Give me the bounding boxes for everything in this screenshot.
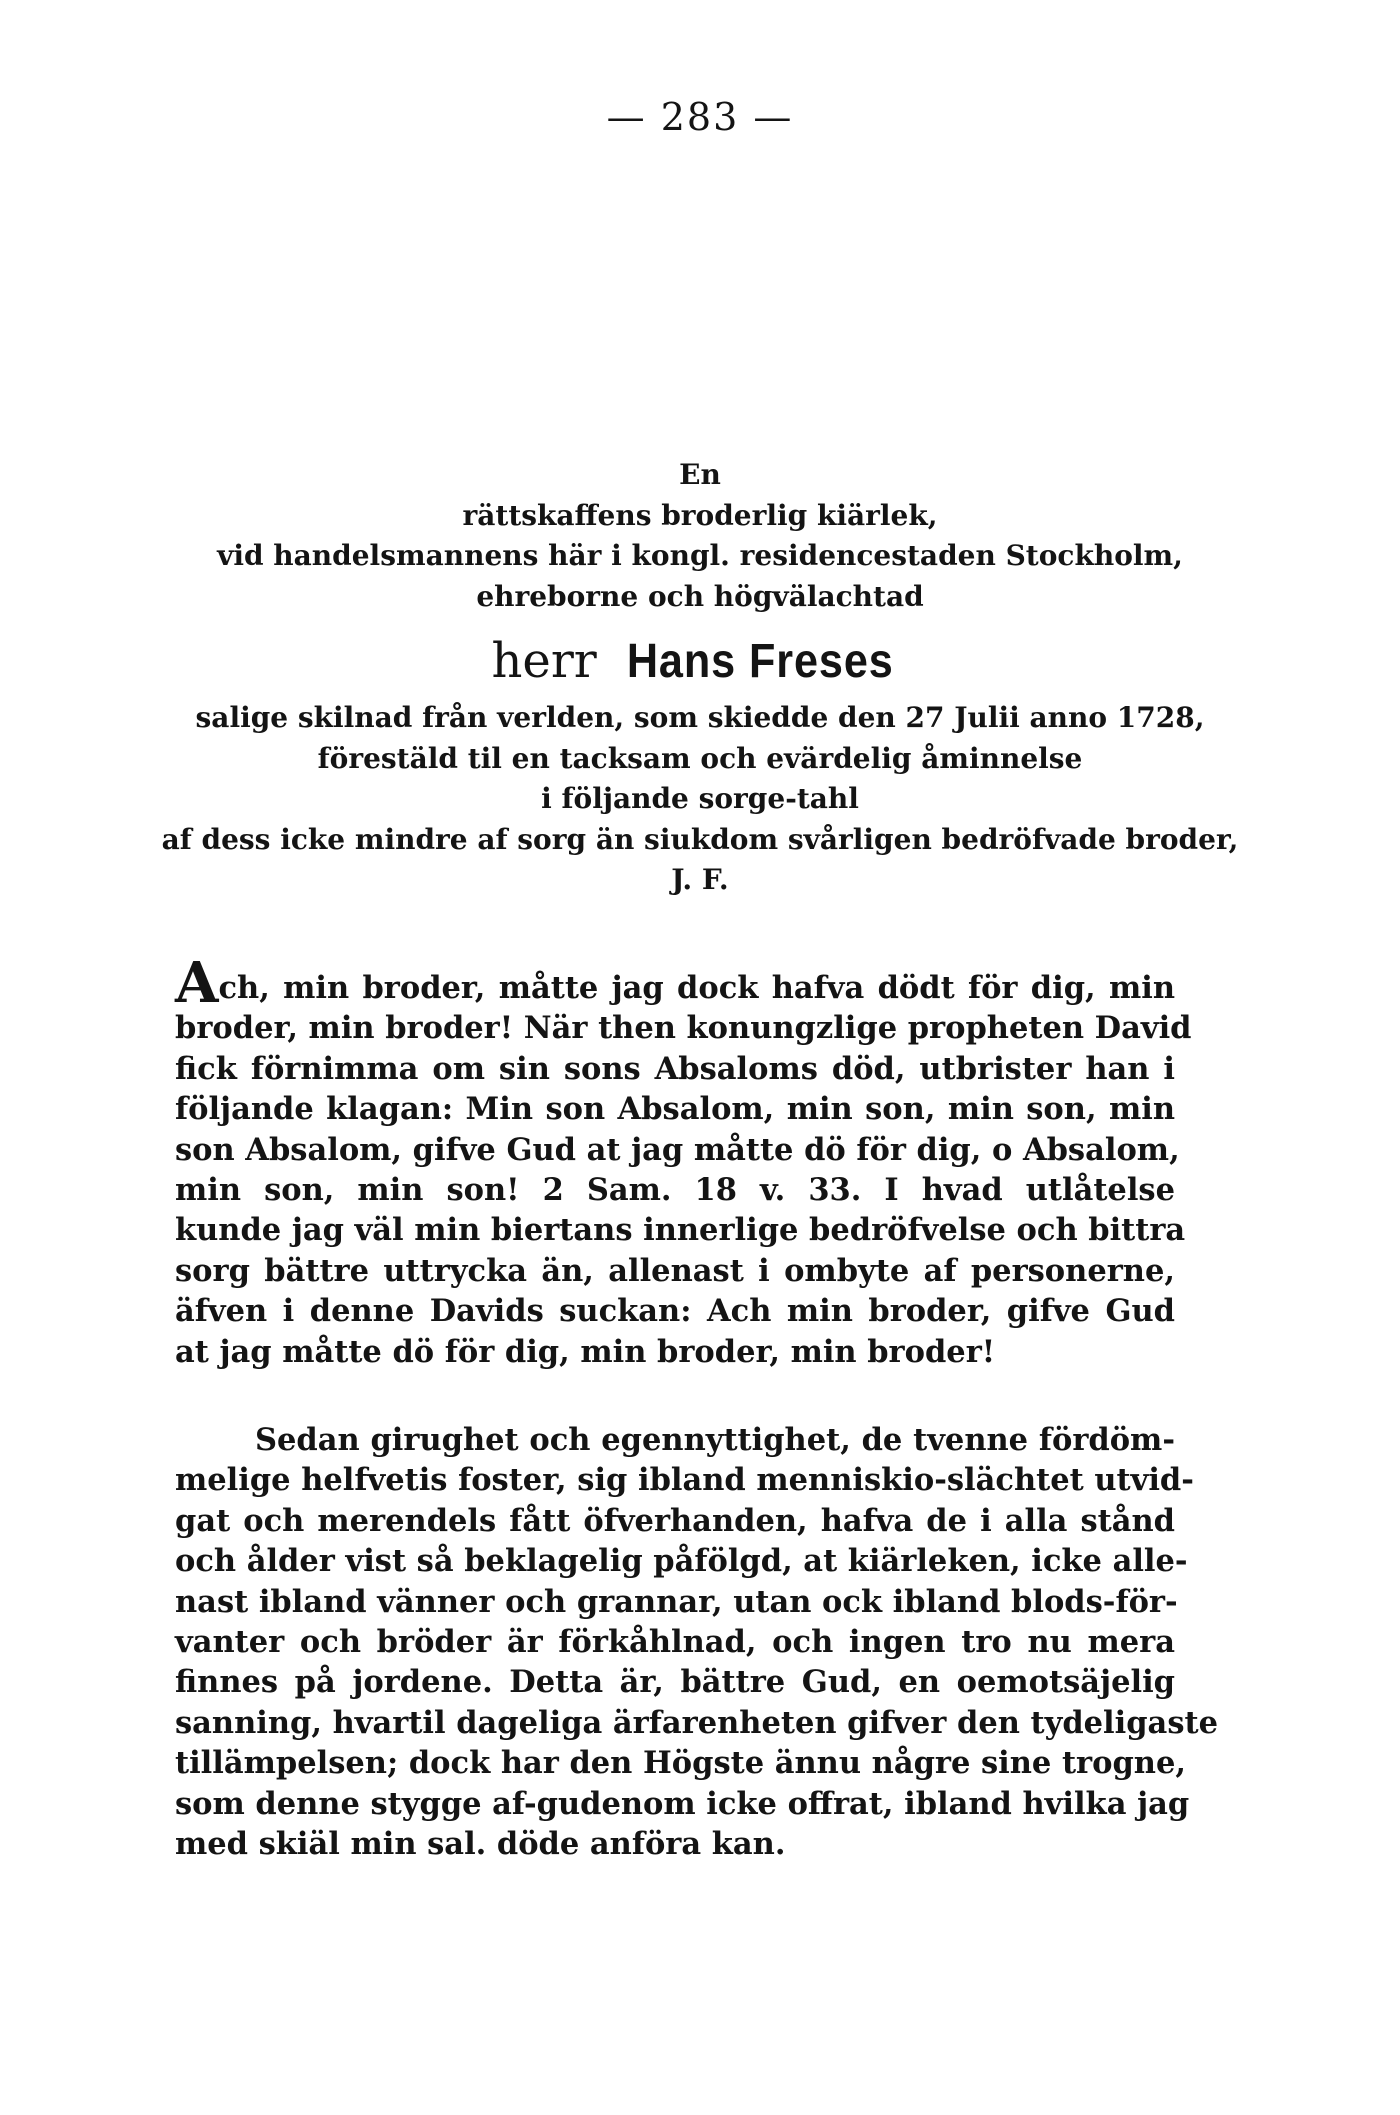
title-line-1: En (679, 458, 721, 491)
title-line-2: rättskaffens broderlig kiärlek, (462, 498, 938, 532)
paragraph-1-line: at jag måtte dö för dig, min broder, min broder! (175, 1333, 996, 1370)
paragraph-1-line: sorg bättre uttrycka än, allenast i ombyte af personerne, (175, 1252, 1175, 1289)
paragraph-2-line: nast ibland vänner och grannar, utan ock ibland blods-för- (175, 1583, 1178, 1620)
paragraph-1-line: broder, min broder! När then konungzlige propheten David (175, 1010, 1192, 1047)
paragraph-1 (175, 950, 1192, 1372)
drop-cap: A (175, 950, 219, 1016)
paragraph-1-line: äfven i denne Davids suckan: Ach min broder, gifve Gud (175, 1293, 1175, 1330)
title-block (150, 455, 1250, 900)
title-line-4: ehreborne och högvälachtad (476, 579, 924, 613)
title-line-8: af dess icke mindre af sorg än siukdom svårligen bedröfvade broder, (161, 822, 1239, 856)
title-line-3: vid handelsmannens här i kongl. residencestaden Stockholm, (217, 539, 1183, 572)
title-person-name: Hans Freses (626, 635, 894, 688)
paragraph-2-line: melige helfvetis foster, sig ibland menniskio-slächtet utvid- (175, 1462, 1194, 1499)
paragraph-2-line: sanning, hvartil dageliga ärfarenheten gifver den tydeligaste (175, 1704, 1218, 1741)
title-line-7: i följande sorge-tahl (541, 782, 859, 815)
title-herr: herr (491, 633, 597, 689)
paragraph-1-line: följande klagan: Min son Absalom, min son, min son, min (175, 1091, 1175, 1128)
paragraph-2-line: finnes på jordene. Detta är, bättre Gud, en oemotsäjelig (175, 1664, 1175, 1701)
paragraph-2-line: med skiäl min sal. döde anföra kan. (175, 1826, 786, 1863)
paragraph-2-line: vanter och bröder är förkåhlnad, och ingen tro nu mera (175, 1624, 1175, 1661)
title-name-line (150, 633, 1250, 690)
paragraph-1-line: kunde jag väl min biertans innerlige bedröfvelse och bittra (175, 1212, 1186, 1249)
title-line-6: förestäld til en tacksam och evärdelig åminnelse (317, 741, 1083, 775)
title-initials: J. F. (671, 863, 729, 896)
paragraph-2-line: som denne stygge af-gudenom icke offrat, ibland hvilka jag (175, 1785, 1190, 1822)
paragraph-2-line: och ålder vist så beklagelig påfölgd, at kiärleken, icke alle- (175, 1543, 1188, 1580)
paragraph-1-line (175, 950, 1175, 1016)
paragraph-1-line: son Absalom, gifve Gud at jag måtte dö för dig, o Absalom, (175, 1131, 1180, 1168)
paragraph-2-line: gat och merendels fått öfverhanden, hafva de i alla stånd (175, 1502, 1175, 1539)
paragraph-2 (175, 1420, 1218, 1864)
page-number: — 283 — (606, 95, 794, 139)
paragraph-2-line: tillämpelsen; dock har den Högste ännu någre sine trogne, (175, 1745, 1186, 1782)
paragraph-1-line: fick förnimma om sin sons Absaloms död, utbrister han i (175, 1050, 1175, 1087)
paragraph-1-line-text: ch, min broder, måtte jag dock hafva dödt för dig, min (218, 970, 1175, 1006)
title-line-5: salige skilnad från verlden, som skiedde den 27 Julii anno 1728, (195, 701, 1205, 734)
paragraph-2-line: Sedan girughet och egennyttighet, de tvenne fördöm- (255, 1422, 1175, 1458)
paragraph-1-line: min son, min son! 2 Sam. 18 v. 33. I hvad utlåtelse (175, 1172, 1175, 1209)
